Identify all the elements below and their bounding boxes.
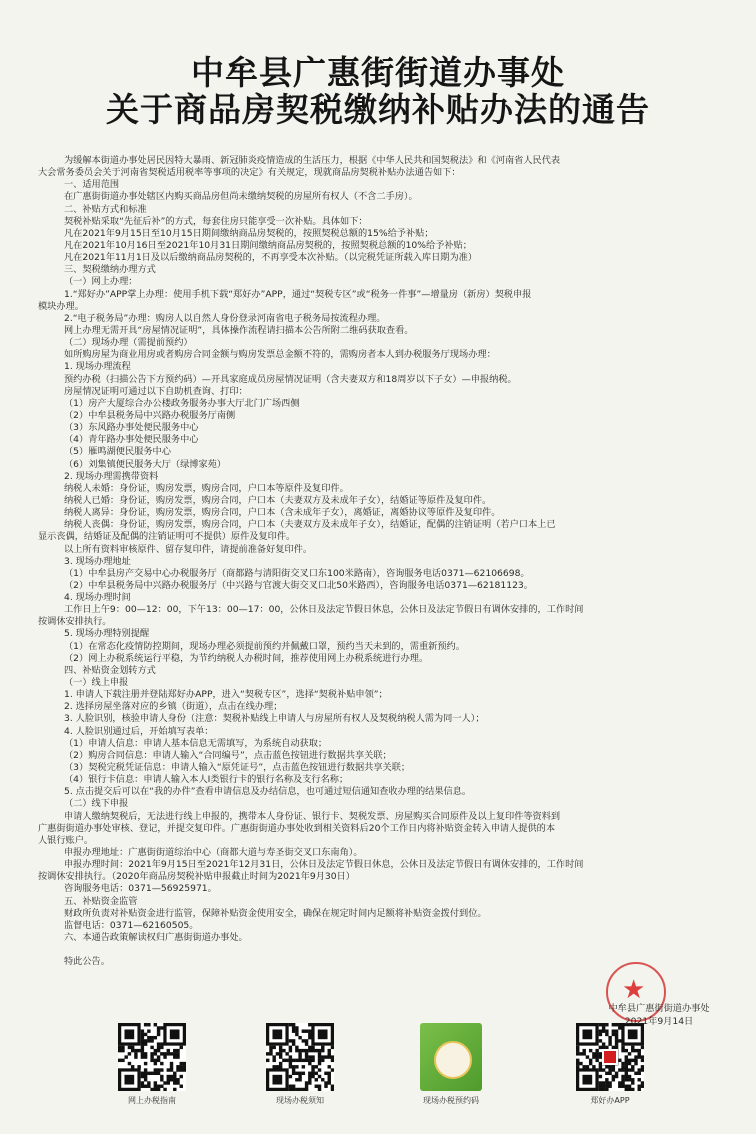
qr-code-online-guide-icon[interactable] — [118, 1023, 186, 1091]
signature-block — [589, 1003, 729, 1028]
notice-line: 二、补贴方式和标准 — [64, 203, 147, 215]
notice-line: 如所购房屋为商业用房或者购房合同金额与购房发票总金额不符的，需购房者本人到办税服务厅现场办理： — [64, 349, 496, 361]
notice-line: 申请人缴纳契税后，无法进行线上申报的，携带本人身份证、银行卡、契税发票、房屋购买合同原件及以上复印件等资料到 — [64, 810, 561, 822]
notice-line: 网上办理无需开具“房屋情况证明”，具体操作流程请扫描本公告所附二维码获取查看。 — [64, 324, 414, 336]
sign-date: 2021年9月14日 — [624, 1015, 694, 1027]
notice-line: （1）中牟县房产交易中心办税服务厅（商都路与清阳街交叉口东100米路南），咨询服务电话0371—62106698。 — [64, 567, 530, 579]
notice-line: （6）刘集镇便民服务大厅（绿博家苑） — [64, 458, 227, 470]
qr-label-online-guide: 网上办税指南 — [128, 1096, 176, 1105]
notice-line: （1）在常态化疫情防控期间，现场办理必须提前预约并佩戴口罩，预约当天未到的，需重新预约。 — [64, 640, 465, 652]
notice-line: 人银行账户。 — [38, 834, 94, 846]
sign-organization: 中牟县广惠街街道办事处 — [608, 1003, 710, 1014]
notice-title-line2: 关于商品房契税缴纳补贴办法的通告 — [106, 90, 650, 129]
notice-line: 一、适用范围 — [64, 179, 120, 191]
notice-line: 房屋情况证明可通过以下自助机查询、打印： — [64, 385, 248, 397]
notice-line: （4）青年路办事处便民服务中心 — [64, 434, 199, 446]
notice-line: 1. 申请人下载注册并登陆郑好办APP，进入“契税专区”，选择“契税补贴申领”； — [64, 689, 388, 701]
notice-line: 4. 人脸识别通过后，开始填写表单： — [64, 725, 214, 737]
notice-line: 1. 现场办理流程 — [64, 361, 131, 373]
qr-label-zhenghaoban-app: 郑好办APP — [590, 1096, 630, 1105]
qr-label-appointment: 现场办税预约码 — [423, 1096, 479, 1105]
notice-line: 凡在2021年11月1日及以后缴纳商品房契税的，不再享受本次补贴。（以完税凭证所载入库日期为准） — [64, 252, 478, 264]
notice-line: （1）申请人信息：申请人基本信息无需填写，为系统自动获取； — [64, 737, 328, 749]
notice-line: 以上所有资料审核原件、留存复印件，请提前准备好复印件。 — [64, 543, 313, 555]
notice-line: 预约办税（扫描公告下方预约码）—开具家庭成员房屋情况证明（含夫妻双方和18周岁以下子女）—申报纳税。 — [64, 373, 517, 385]
notice-line: （1）房产大厦综合办公楼政务服务办事大厅北门广场西侧 — [64, 397, 300, 409]
notice-line: （二）线下申报 — [64, 798, 129, 810]
notice-line: 大会常务委员会关于河南省契税适用税率等事项的决定》有关规定，现就商品房契税补贴办法通告如下： — [38, 167, 461, 179]
notice-line: 三、契税缴纳办理方式 — [64, 264, 156, 276]
qr-label-onsite-notice: 现场办税须知 — [276, 1096, 324, 1105]
notice-line: 纳税人丧偶：身份证，购房发票，购房合同，户口本（夫妻双方及未成年子女），结婚证，配偶的注销证明（若户口本上已 — [64, 519, 556, 531]
notice-line: （3）东风路办事处便民服务中心 — [64, 422, 199, 434]
notice-line: （一）线上申报 — [64, 677, 129, 689]
notice-line: 财政所负责对补贴资金进行监管，保障补贴资金使用安全，确保在规定时间内足额将补贴资金拨付到位。 — [64, 907, 487, 919]
notice-line — [38, 944, 723, 956]
notice-line: （2）网上办税系统运行平稳，为节约纳税人办税时间，推荐使用网上办税系统进行办理。 — [64, 652, 429, 664]
notice-line: 特此公告。 — [64, 956, 110, 968]
notice-line: 为缓解本街道办事处居民因特大暴雨、新冠肺炎疫情造成的生活压力，根据《中华人民共和国契税法》和《河南省人民代表 — [64, 155, 561, 166]
notice-line: 2. 选择房屋坐落对应的乡镇（街道），点击在线办理； — [64, 701, 283, 713]
notice-line: 4. 现场办理时间 — [64, 592, 131, 604]
notice-line: 按调休安排执行。 — [38, 616, 112, 628]
notice-line: （5）雁鸣湖便民服务中心 — [64, 446, 171, 458]
notice-line: 5. 现场办理特别提醒 — [64, 628, 150, 640]
notice-line: （2）购房合同信息：申请人输入“合同编号”，点击蓝色按钮进行数据共享关联； — [64, 749, 392, 761]
notice-line: 四、补贴资金划转方式 — [64, 664, 156, 676]
notice-line: 1.“郑好办”APP掌上办理：使用手机下载“郑好办”APP，通过“契税专区”或“税务一件事”—增量房（新房）契税申报 — [64, 288, 532, 300]
qr-code-appointment-icon[interactable] — [420, 1023, 482, 1091]
notice-line: 3. 现场办理地址 — [64, 555, 131, 567]
notice-line: 五、补贴资金监管 — [64, 895, 138, 907]
notice-line: （2）中牟县税务局中兴路办税服务厅南侧 — [64, 409, 236, 421]
notice-line: 凡在2021年10月16日至2021年10月31日期间缴纳商品房契税的，按照契税总额的10%给予补贴； — [64, 239, 472, 251]
notice-line: 契税补贴采取“先征后补”的方式，每套住房只能享受一次补贴。具体如下： — [64, 215, 368, 227]
notice-line: 按调休安排执行。（2020年商品房契税补贴申报截止时间为2021年9月30日） — [38, 871, 355, 883]
qr-code-onsite-notice-icon[interactable] — [266, 1023, 334, 1091]
notice-line: （2）中牟县税务局中兴路办税服务厅（中兴路与官渡大街交叉口北50米路西），咨询服务电话0371—62181123。 — [64, 579, 533, 591]
notice-line: （二）现场办理（需提前预约） — [64, 337, 193, 349]
notice-line: 广惠街街道办事处审核、登记，并提交复印件。广惠街街道办事处收到相关资料后20个工作日内将补贴资金转入申请人提供的本 — [38, 822, 556, 834]
notice-line: 3. 人脸识别，核验申请人身份（注意：契税补贴线上申请人与房屋所有权人及契税纳税人需为同一人）； — [64, 713, 485, 725]
notice-line: （4）银行卡信息：申请人输入本人I类银行卡的银行名称及支行名称； — [64, 774, 349, 786]
notice-line: 纳税人离异：身份证，购房发票，购房合同，户口本（含未成年子女），离婚证，离婚协议等原件及复印件。 — [64, 507, 501, 519]
notice-line: 申报办理地址：广惠街街道综治中心（商都大道与寿圣街交叉口东南角）。 — [64, 847, 363, 859]
notice-line: 工作日上午9：00—12：00，下午13：00—17：00，公休日及法定节假日休息，公休日及法定节假日有调休安排的，工作时间 — [64, 604, 584, 616]
official-seal-icon: ★ — [606, 962, 666, 1022]
notice-line: 模块办理。 — [38, 300, 84, 312]
notice-line: 2.“电子税务局”办理：购房人以自然人身份登录河南省电子税务局按流程办理。 — [64, 312, 386, 324]
notice-line: （3）契税完税凭证信息：申请人输入“原凭证号”，点击蓝色按钮进行数据共享关联； — [64, 762, 411, 774]
notice-line: 监督电话：0371—62160505。 — [64, 919, 199, 931]
notice-line: 显示丧偶，结婚证及配偶的注销证明可不提供）原件及复印件。 — [38, 531, 296, 543]
notice-line: 六、本通告政策解读权归广惠街街道办事处。 — [64, 932, 248, 943]
notice-line: （一）网上办理： — [64, 276, 138, 288]
notice-line: 2. 现场办理需携带资料 — [64, 470, 159, 482]
notice-line: 纳税人已婚：身份证，购房发票，购房合同，户口本（夫妻双方及未成年子女），结婚证等原件及复印件。 — [64, 494, 492, 506]
qr-code-zhenghaoban-app-icon[interactable] — [576, 1023, 644, 1091]
notice-line: 申报办理时间：2021年9月15日至2021年12月31日，公休日及法定节假日休息，公休日及法定节假日有调休安排的，工作时间 — [64, 859, 584, 871]
notice-body — [38, 155, 723, 968]
notice-line: 咨询服务电话：0371—56925971。 — [64, 883, 217, 895]
notice-line: 凡在2021年9月15日至10月15日期间缴纳商品房契税的，按照契税总额的15%给予补贴； — [64, 227, 434, 239]
notice-title-line1: 中牟县广惠街街道办事处 — [191, 53, 565, 92]
notice-line: 5. 点击提交后可以在“我的办件”查看申请信息及办结信息，也可通过短信通知查收办理的结果信息。 — [64, 786, 472, 798]
notice-line: 在广惠街街道办事处辖区内购买商品房但尚未缴纳契税的房屋所有权人（不含二手房）。 — [64, 191, 418, 203]
notice-line: 纳税人未婚：身份证，购房发票，购房合同，户口本等原件及复印件。 — [64, 482, 349, 494]
